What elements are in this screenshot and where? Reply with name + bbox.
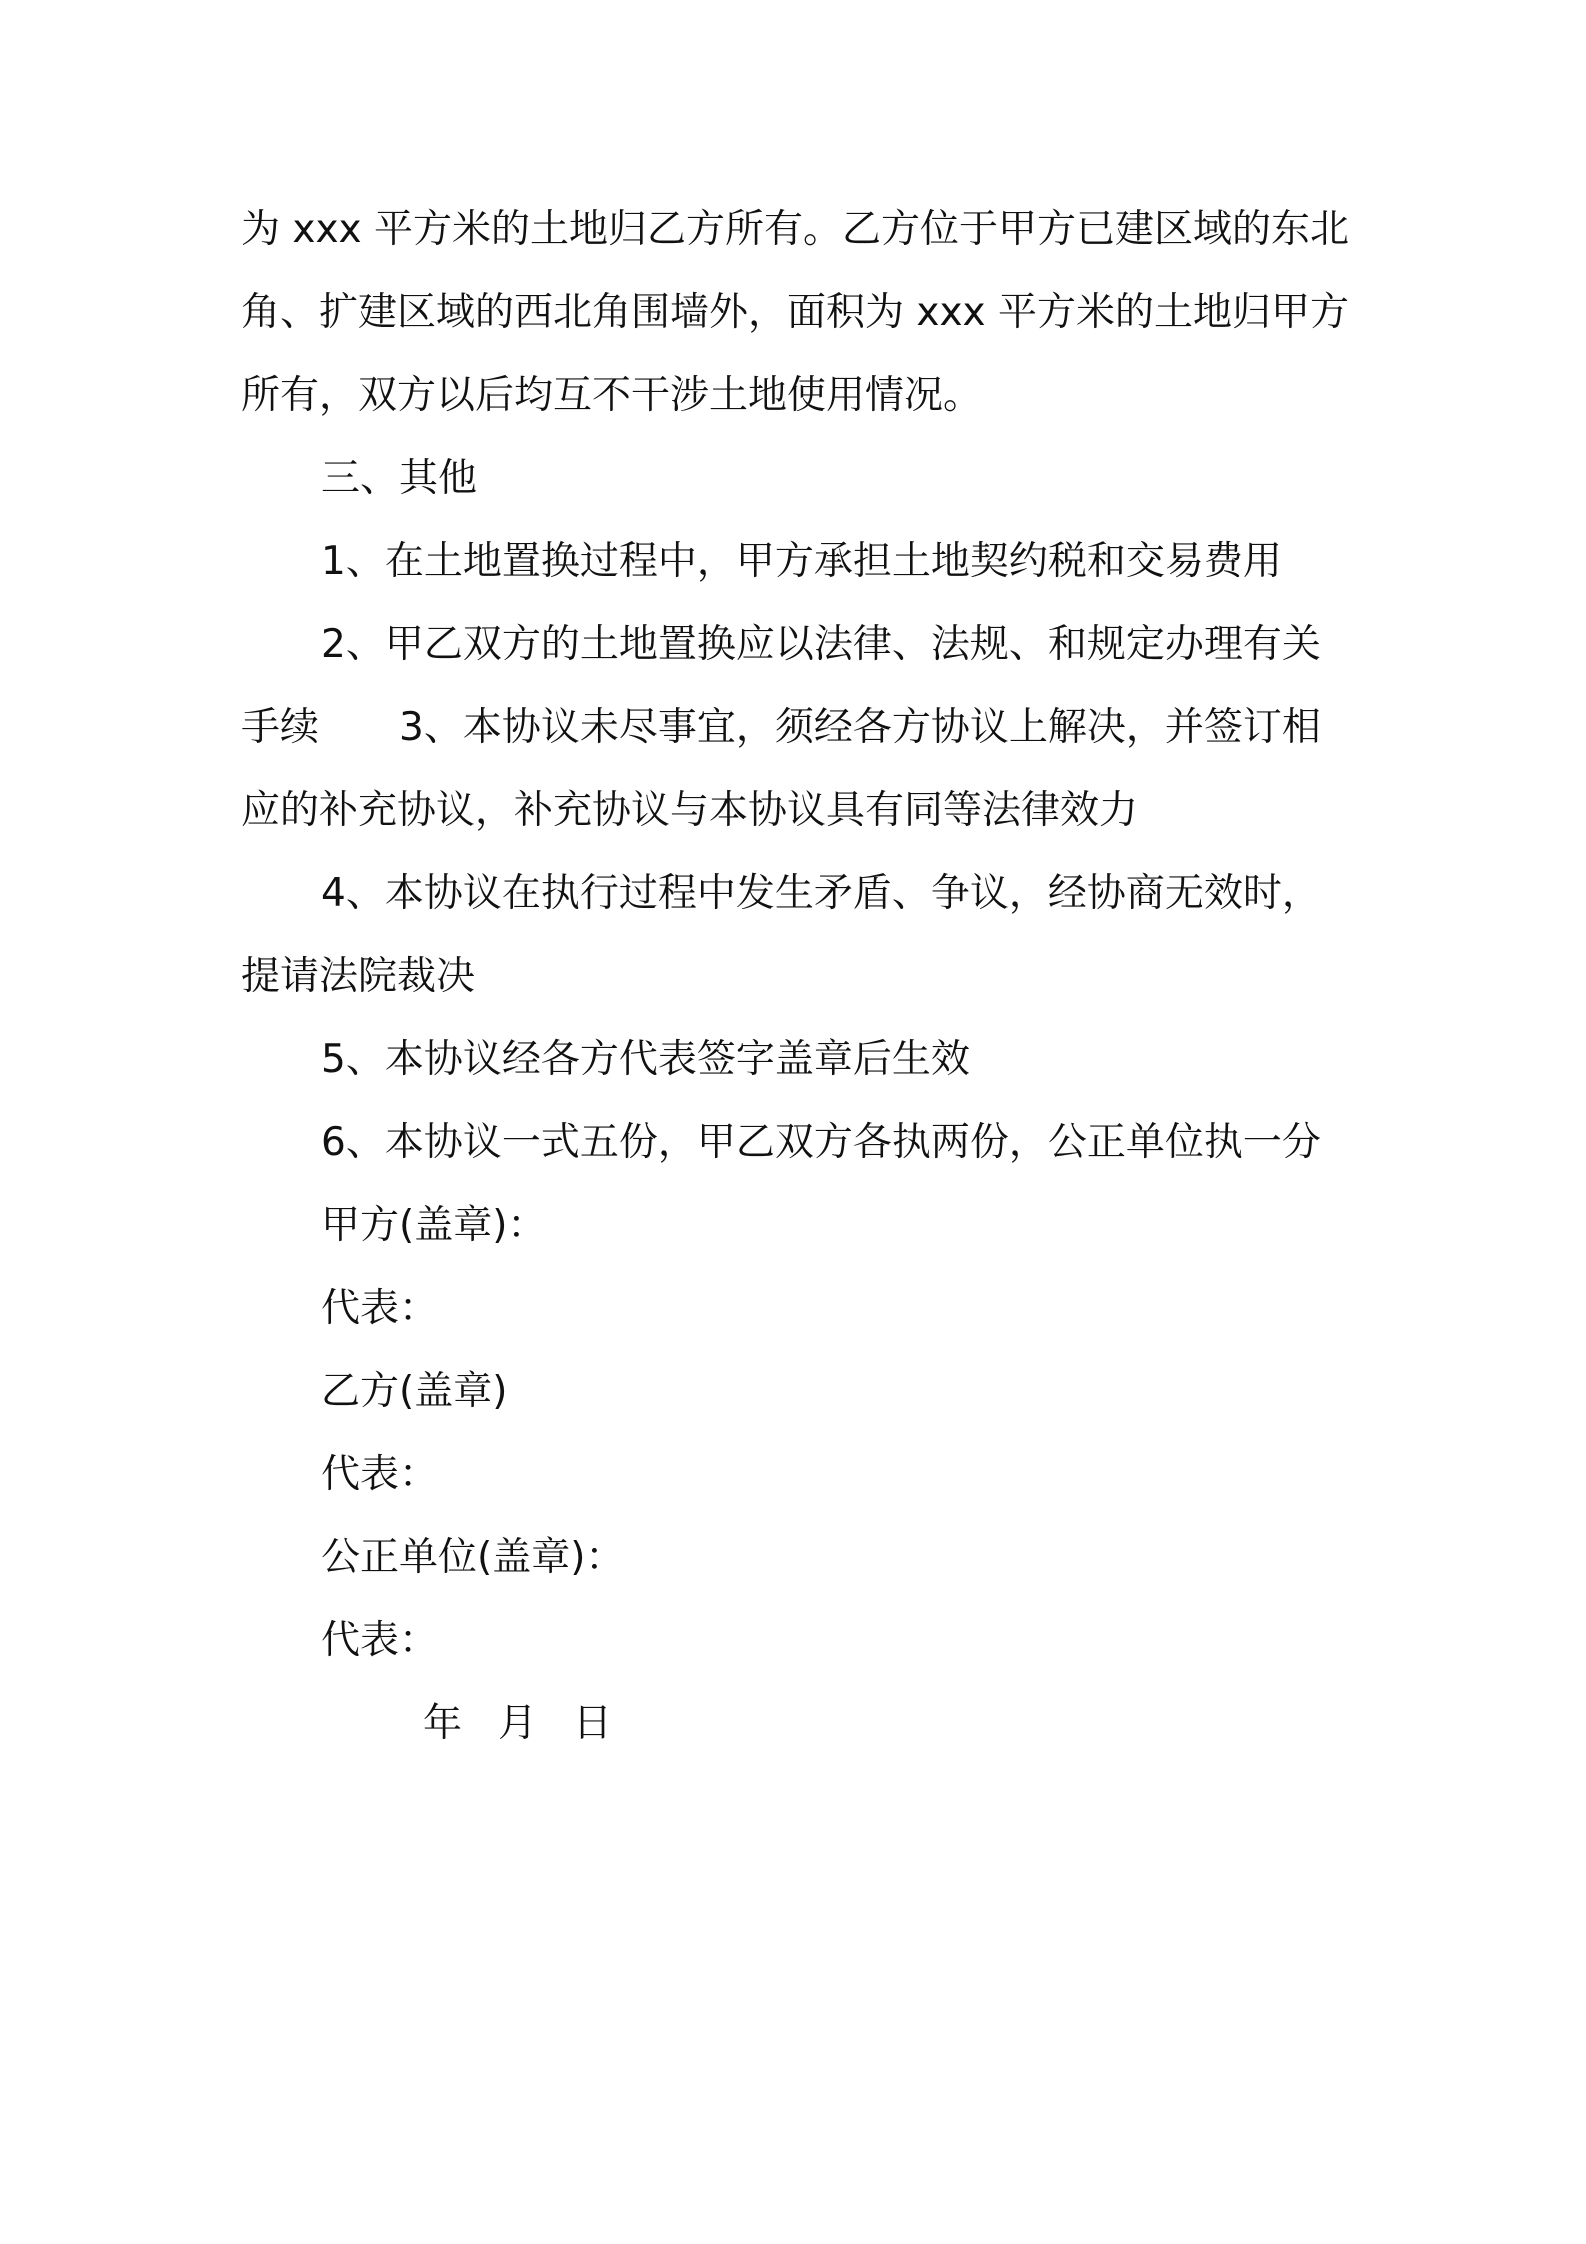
party-b-representative: 代表： [321, 1452, 439, 1497]
para1-line-3: 所有，双方以后均互不干涉土地使用情况。 [241, 373, 983, 418]
date-day: 日 [573, 1701, 613, 1746]
clause-2-3-line [241, 686, 1351, 769]
clause-2-line-2: 手续 [241, 705, 320, 750]
section-3-heading: 三、其他 [321, 456, 478, 501]
clause-5: 5、本协议经各方代表签字盖章后生效 [321, 1037, 970, 1082]
date-month: 月 [498, 1701, 538, 1746]
para1-line-1: 为 xxx 平方米的土地归乙方所有。乙方位于甲方已建区域的东北 [241, 207, 1350, 252]
clause-6: 6、本协议一式五份，甲乙双方各执两份，公正单位执一分 [321, 1120, 1321, 1165]
clause-1: 1、在土地置换过程中，甲方承担土地契约税和交易费用 [321, 539, 1282, 584]
para1-line-2: 角、扩建区域的西北角围墙外，面积为 xxx 平方米的土地归甲方 [241, 290, 1350, 335]
clause-4-line-2: 提请法院裁决 [241, 954, 476, 999]
clause-3-line-1: 3、本协议未尽事宜，须经各方协议上解决，并签订相 [399, 705, 1321, 750]
notary-seal: 公正单位(盖章)： [321, 1535, 625, 1580]
clause-2-line-1: 2、甲乙双方的土地置换应以法律、法规、和规定办理有关 [321, 622, 1321, 667]
party-b-seal: 乙方(盖章) [321, 1369, 508, 1414]
notary-representative: 代表： [321, 1618, 439, 1663]
date-year: 年 [423, 1701, 463, 1746]
party-a-representative: 代表： [321, 1286, 439, 1331]
agreement-body [241, 188, 1351, 1765]
clause-3-line-2: 应的补充协议，补充协议与本协议具有同等法律效力 [241, 788, 1139, 833]
clause-4-line-1: 4、本协议在执行过程中发生矛盾、争议，经协商无效时， [321, 871, 1321, 916]
date-line [241, 1682, 1351, 1765]
party-a-seal: 甲方(盖章)： [321, 1203, 547, 1248]
